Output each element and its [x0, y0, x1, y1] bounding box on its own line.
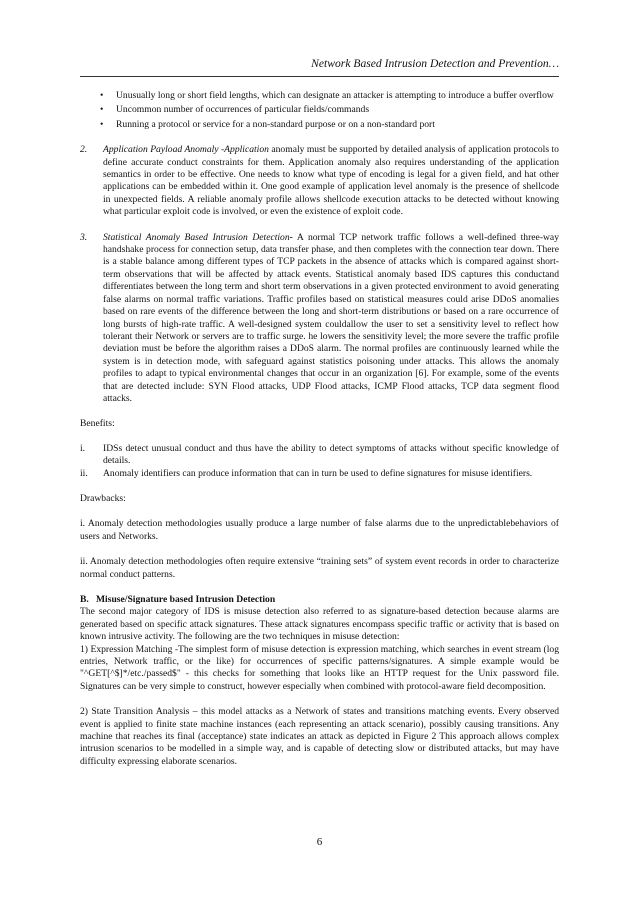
page-number: 6 [316, 836, 323, 848]
item-application-payload-anomaly [80, 144, 559, 218]
running-header: Network Based Intrusion Detection and Prevention… [311, 57, 559, 70]
item-text: A normal TCP network traffic follows a well-defined three-way handshake process for connection setup, data transfer phase, and then completes with the connection tear down. There is a stable balance among different types of TCP packets in the absence of attacks which is compared against short-term observations that will be affected by attack events. Statistical anomaly based IDS captures this conductand differentiates between the long term and short term observations in a given protected environment to avoid generating false alarms on normal traffic variations. Traffic profiles based on statistical measures could arise DDoS anomalies based on rare events of the difference between the long and short-term distributions or based on a rare occurrence of long bursts of high-rate traffic. A well-designed system couldallow the user to set a sensitivity level to reflect how tolerant their Network or servers are to traffic surge. he lowers the sensitivity level; the more severe the traffic profile deviation must be before the algorithm raises a DDoS alarm. The normal profiles are continuously learned while the system is in detection mode, with safeguard against statistics poisoning under attacks. This allows the anomaly profiles to adapt to typical environmental changes that occur in an organization [6]. For example, some of the events that are detected include: SYN Flood attacks, UDP Flood attacks, ICMP Flood attacks, TCP data segment flood attacks. [103, 231, 559, 404]
bullet-item: • Running a protocol or service for a non-standard purpose or on a non-standard port [100, 118, 435, 130]
drawback-item: i. Anomaly detection methodologies usually produce a large number of false alarms due to the unpredictablebehaviors of users and Networks. [80, 518, 559, 542]
item-number: 2. [80, 144, 88, 156]
state-transition-paragraph: 2) State Transition Analysis – this model attacks as a Network of states and transitions matching events. Every observed event is applied to finite state machine instances (each representing an attack scenario), possibly causing transitions. Any machine that reaches its final (acceptance) state indicates an attack as depicted in Figure 2 This approach allows complex intrusion scenarios to be modelled in a simple way, and is capable of detecting slow or distributed attacks, but may have difficulty expressing elaborate scenarios. [80, 706, 559, 767]
bullet-item: • Unusually long or short field lengths, which can designate an attacker is attempting to introduce a buffer overflow [100, 90, 554, 101]
item-statistical-anomaly [80, 232, 559, 406]
section-b-paragraph: The second major category of IDS is misuse detection also referred to as signature-based detection because alarms are generated based on specific attack signatures. These attack signatures encompass specific traffic or activity that is based on known intrusive activity. The following are the two techniques in misuse detection: [80, 606, 559, 643]
section-b-heading: B. Misuse/Signature based Intrusion Detection [80, 594, 276, 605]
drawbacks-label: Drawbacks: [80, 492, 126, 504]
drawback-item: ii. Anomaly detection methodologies often require extensive “training sets” of system event records in order to characterize normal conduct patterns. [80, 556, 559, 580]
bullet-icon: • [100, 104, 104, 116]
benefits-label: Benefits: [80, 418, 115, 430]
page-body [80, 90, 559, 768]
header-rule [80, 76, 559, 77]
benefit-item: i. IDSs detect unusual conduct and thus have the ability to detect symptoms of attacks without specific knowledge of details. [80, 442, 559, 467]
item-dash: - [289, 231, 293, 243]
bullet-icon: • [100, 90, 104, 101]
bullet-item: • Uncommon number of occurrences of particular fields/commands [100, 104, 370, 116]
benefits-list [80, 443, 559, 480]
item-number: 3. [80, 231, 88, 243]
item-title: Application Payload Anomaly -Application [103, 144, 269, 156]
expression-matching-paragraph: 1) Expression Matching -The simplest form of misuse detection is expression matching, which searches in event stream (log entries, Network traffic, or the like) for occurrences of specific patterns/signatures. A simple example would be "^GET[^$]*/etc./passed$" - this checks for something that looks like an HTTP request for the Unix password file. Signatures can be very simple to construct, however especially when combined with protocol-aware field decomposition. [80, 643, 559, 692]
item-text: anomaly must be supported by detailed analysis of application protocols to define accurate conduct constraints for them. Application anomaly also requires understanding of the application semantics in order to be effective. One needs to know what type of encoding is legal for a given field, and hat other applications can be embedded within it. One good example of application level anomaly is the presence of shellcode in unexpected fields. A reliable anomaly profile allows shellcode execution attacks to be detected without knowing what particular exploit code is involved, or even the existence of exploit code. [103, 144, 559, 218]
bullet-icon: • [100, 118, 104, 130]
benefit-item: ii. Anomaly identifiers can produce information that can in turn be used to define signatures for misuse identifiers. [80, 467, 533, 479]
item-title: Statistical Anomaly Based Intrusion Detection [103, 231, 290, 243]
anomaly-bullet-list [80, 90, 559, 131]
